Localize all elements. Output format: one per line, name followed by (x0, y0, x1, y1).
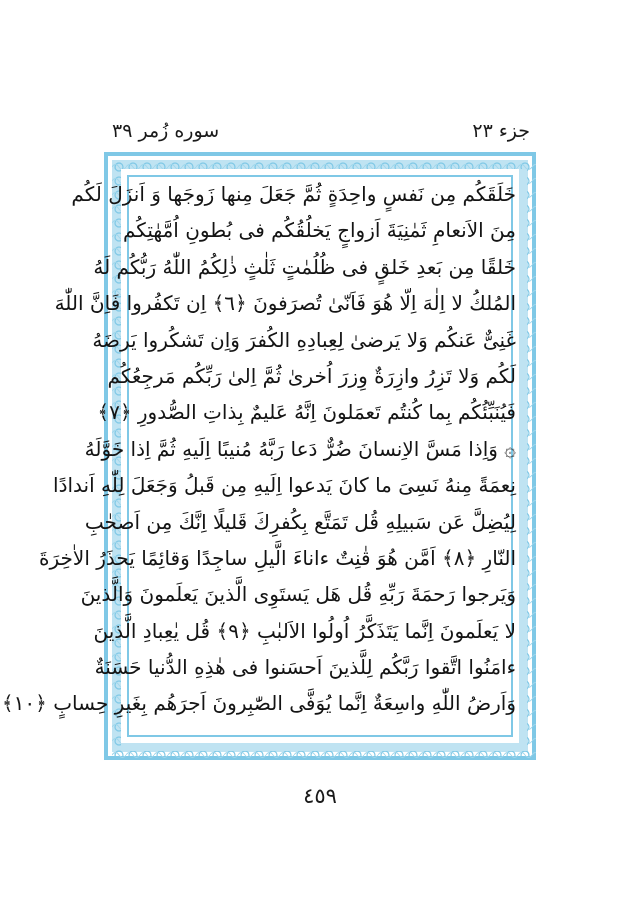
verse-line: وَيَرجوا رَحمَةَ رَبِّهِ قُل هَل يَستَوِى الَّذينَ يَعلَمونَ وَالَّذينَ (80, 582, 516, 607)
verse-line: لا يَعلَمونَ اِنَّما يَتَذَكَّرُ اُولُوا الاَلبٰبِ ﴿٩﴾ قُل يٰعِبادِ الَّذينَ (93, 618, 516, 643)
verse-line: خَلقًا مِن بَعدِ خَلقٍ فى ظُلُمٰتٍ ثَلٰثٍ ذٰلِكُمُ اللّٰهُ رَبُّكُم لَهُ (93, 254, 516, 279)
surah-label: سوره زُمر ٣٩ (112, 120, 220, 142)
verse-line: ءامَنُوا اتَّقوا رَبَّكُم لِلَّذينَ اَحسَنوا فى هٰذِهِ الدُّنيا حَسَنَةٌ (94, 655, 516, 680)
verse-line: وَاَرضُ اللّٰهِ واسِعَةٌ اِنَّما يُوَفَّى الصّٰبِرونَ اَجرَهُم بِغَيرِ حِسابٍ ﴿١٠﴾ (1, 691, 516, 716)
verse-line: خَلَقَكُم مِن نَفسٍ واحِدَةٍ ثُمَّ جَعَلَ مِنها زَوجَها وَ اَنزَلَ لَكُم (71, 182, 516, 206)
verse-line: لَكُم وَلا تَزِرُ وازِرَةٌ وِزرَ اُخرىٰ ثُمَّ اِلىٰ رَبِّكُم مَرجِعُكُم (107, 363, 516, 388)
page-number: ٤٥٩ (303, 784, 337, 808)
verse-line: مِنَ الاَنعامِ ثَمٰنِيَةَ اَزواجٍ يَخلُقُكُم فى بُطونِ اُمَّهٰتِكُم (122, 218, 516, 243)
verse-line: النّارِ ﴿٨﴾ اَمَّن هُوَ قٰنِتٌ ءاناءَ الَّيلِ ساجِدًا وَقائِمًا يَحذَرُ الاٰخِرَةَ (39, 545, 516, 570)
page-header (112, 118, 530, 148)
verse-text-block (1, 176, 516, 722)
verse-line: نِعمَةً مِنهُ نَسِىَ ما كانَ يَدعوا اِلَيهِ مِن قَبلُ وَجَعَلَ لِلّٰهِ اَندادًا (53, 473, 516, 498)
verse-line: فَيُنَبِّئُكُم بِما كُنتُم تَعمَلونَ اِنَّهُ عَليمٌ بِذاتِ الصُّدورِ ﴿٧﴾ (97, 400, 516, 425)
verse-line: المُلكُ لا اِلٰهَ اِلّا هُوَ فَاَنّىٰ تُصرَفونَ ﴿٦﴾ اِن تَكفُروا فَاِنَّ اللّٰهَ (54, 291, 516, 316)
verse-line: غَنِىٌّ عَنكُم وَلا يَرضىٰ لِعِبادِهِ الكُفرَ وَاِن تَشكُروا يَرضَهُ (92, 327, 516, 352)
juz-label: جزء ٢٣ (472, 120, 530, 142)
verse-line: ۞ وَاِذا مَسَّ الاِنسانَ ضُرٌّ دَعا رَبَّهُ مُنيبًا اِلَيهِ ثُمَّ اِذا خَوَّلَهُ (84, 436, 516, 461)
verse-line: لِيُضِلَّ عَن سَبيلِهِ قُل تَمَتَّع بِكُفرِكَ قَليلًا اِنَّكَ مِن اَصحٰبِ (84, 509, 516, 534)
